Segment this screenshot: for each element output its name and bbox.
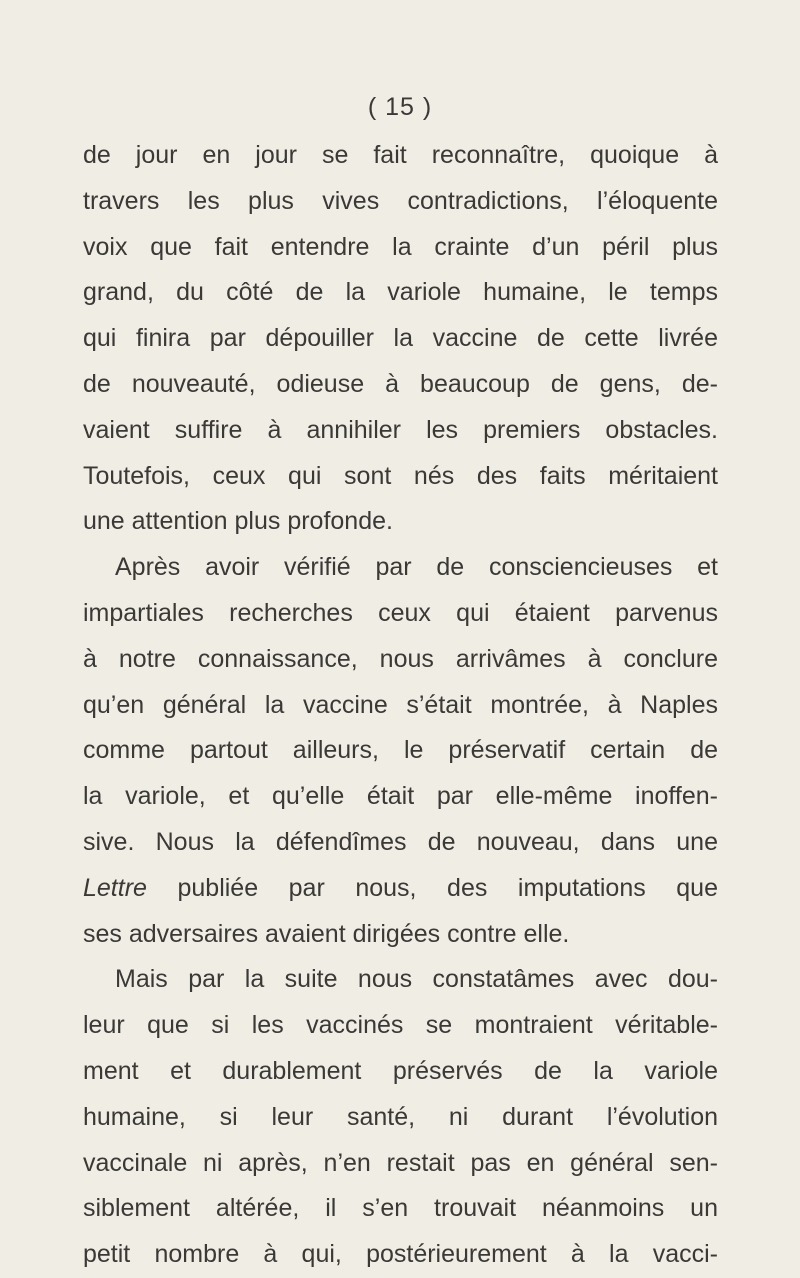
page-number: ( 15 ) [367, 93, 433, 121]
text-line: de nouveauté, odieuse à beaucoup de gens, de- [83, 369, 718, 398]
text-line: de jour en jour se fait reconnaître, quoique à [83, 141, 718, 169]
text-line: vaient suffire à annihiler les premiers obstacles. [83, 415, 718, 444]
text-line: humaine, si leur santé, ni durant l’évolution [83, 1102, 718, 1131]
body-text [83, 133, 718, 1278]
text-line: la variole, et qu’elle était par elle-même inoffen- [83, 782, 718, 811]
italic-word: Lettre [83, 873, 147, 902]
text-line: Mais par la suite nous constatâmes avec dou- [115, 965, 718, 994]
text-line: grand, du côté de la variole humaine, le temps [83, 278, 718, 307]
text-line: ment et durablement préservés de la variole [83, 1056, 718, 1085]
text-line: vaccinale ni après, n’en restait pas en général sen- [83, 1148, 718, 1177]
text-line: voix que fait entendre la crainte d’un péril plus [83, 232, 718, 261]
text-line: leur que si les vaccinés se montraient véritable- [83, 1011, 718, 1040]
text-line: sive. Nous la défendîmes de nouveau, dans une [83, 827, 718, 856]
text-line: Toutefois, ceux qui sont nés des faits méritaient [83, 461, 718, 490]
text-line: travers les plus vives contradictions, l’éloquente [83, 186, 718, 215]
text-line: qui finira par dépouiller la vaccine de cette livrée [83, 324, 718, 353]
text-line: impartiales recherches ceux qui étaient parvenus [83, 598, 718, 627]
text-line [83, 866, 718, 912]
text-line: à notre connaissance, nous arrivâmes à conclure [83, 644, 718, 673]
text-line: comme partout ailleurs, le préservatif certain de [83, 736, 718, 765]
text-line-rest: publiée par nous, des imputations que [146, 873, 718, 902]
text-line: Après avoir vérifié par de consciencieuses et [115, 553, 718, 582]
text-line: ses adversaires avaient dirigées contre elle. [83, 919, 570, 948]
text-line: une attention plus profonde. [83, 507, 393, 536]
text-line: qu’en général la vaccine s’était montrée, à Naples [83, 690, 718, 719]
text-line: siblement altérée, il s’en trouvait néanmoins un [83, 1194, 718, 1223]
text-line: petit nombre à qui, postérieurement à la vacci- [83, 1240, 718, 1269]
